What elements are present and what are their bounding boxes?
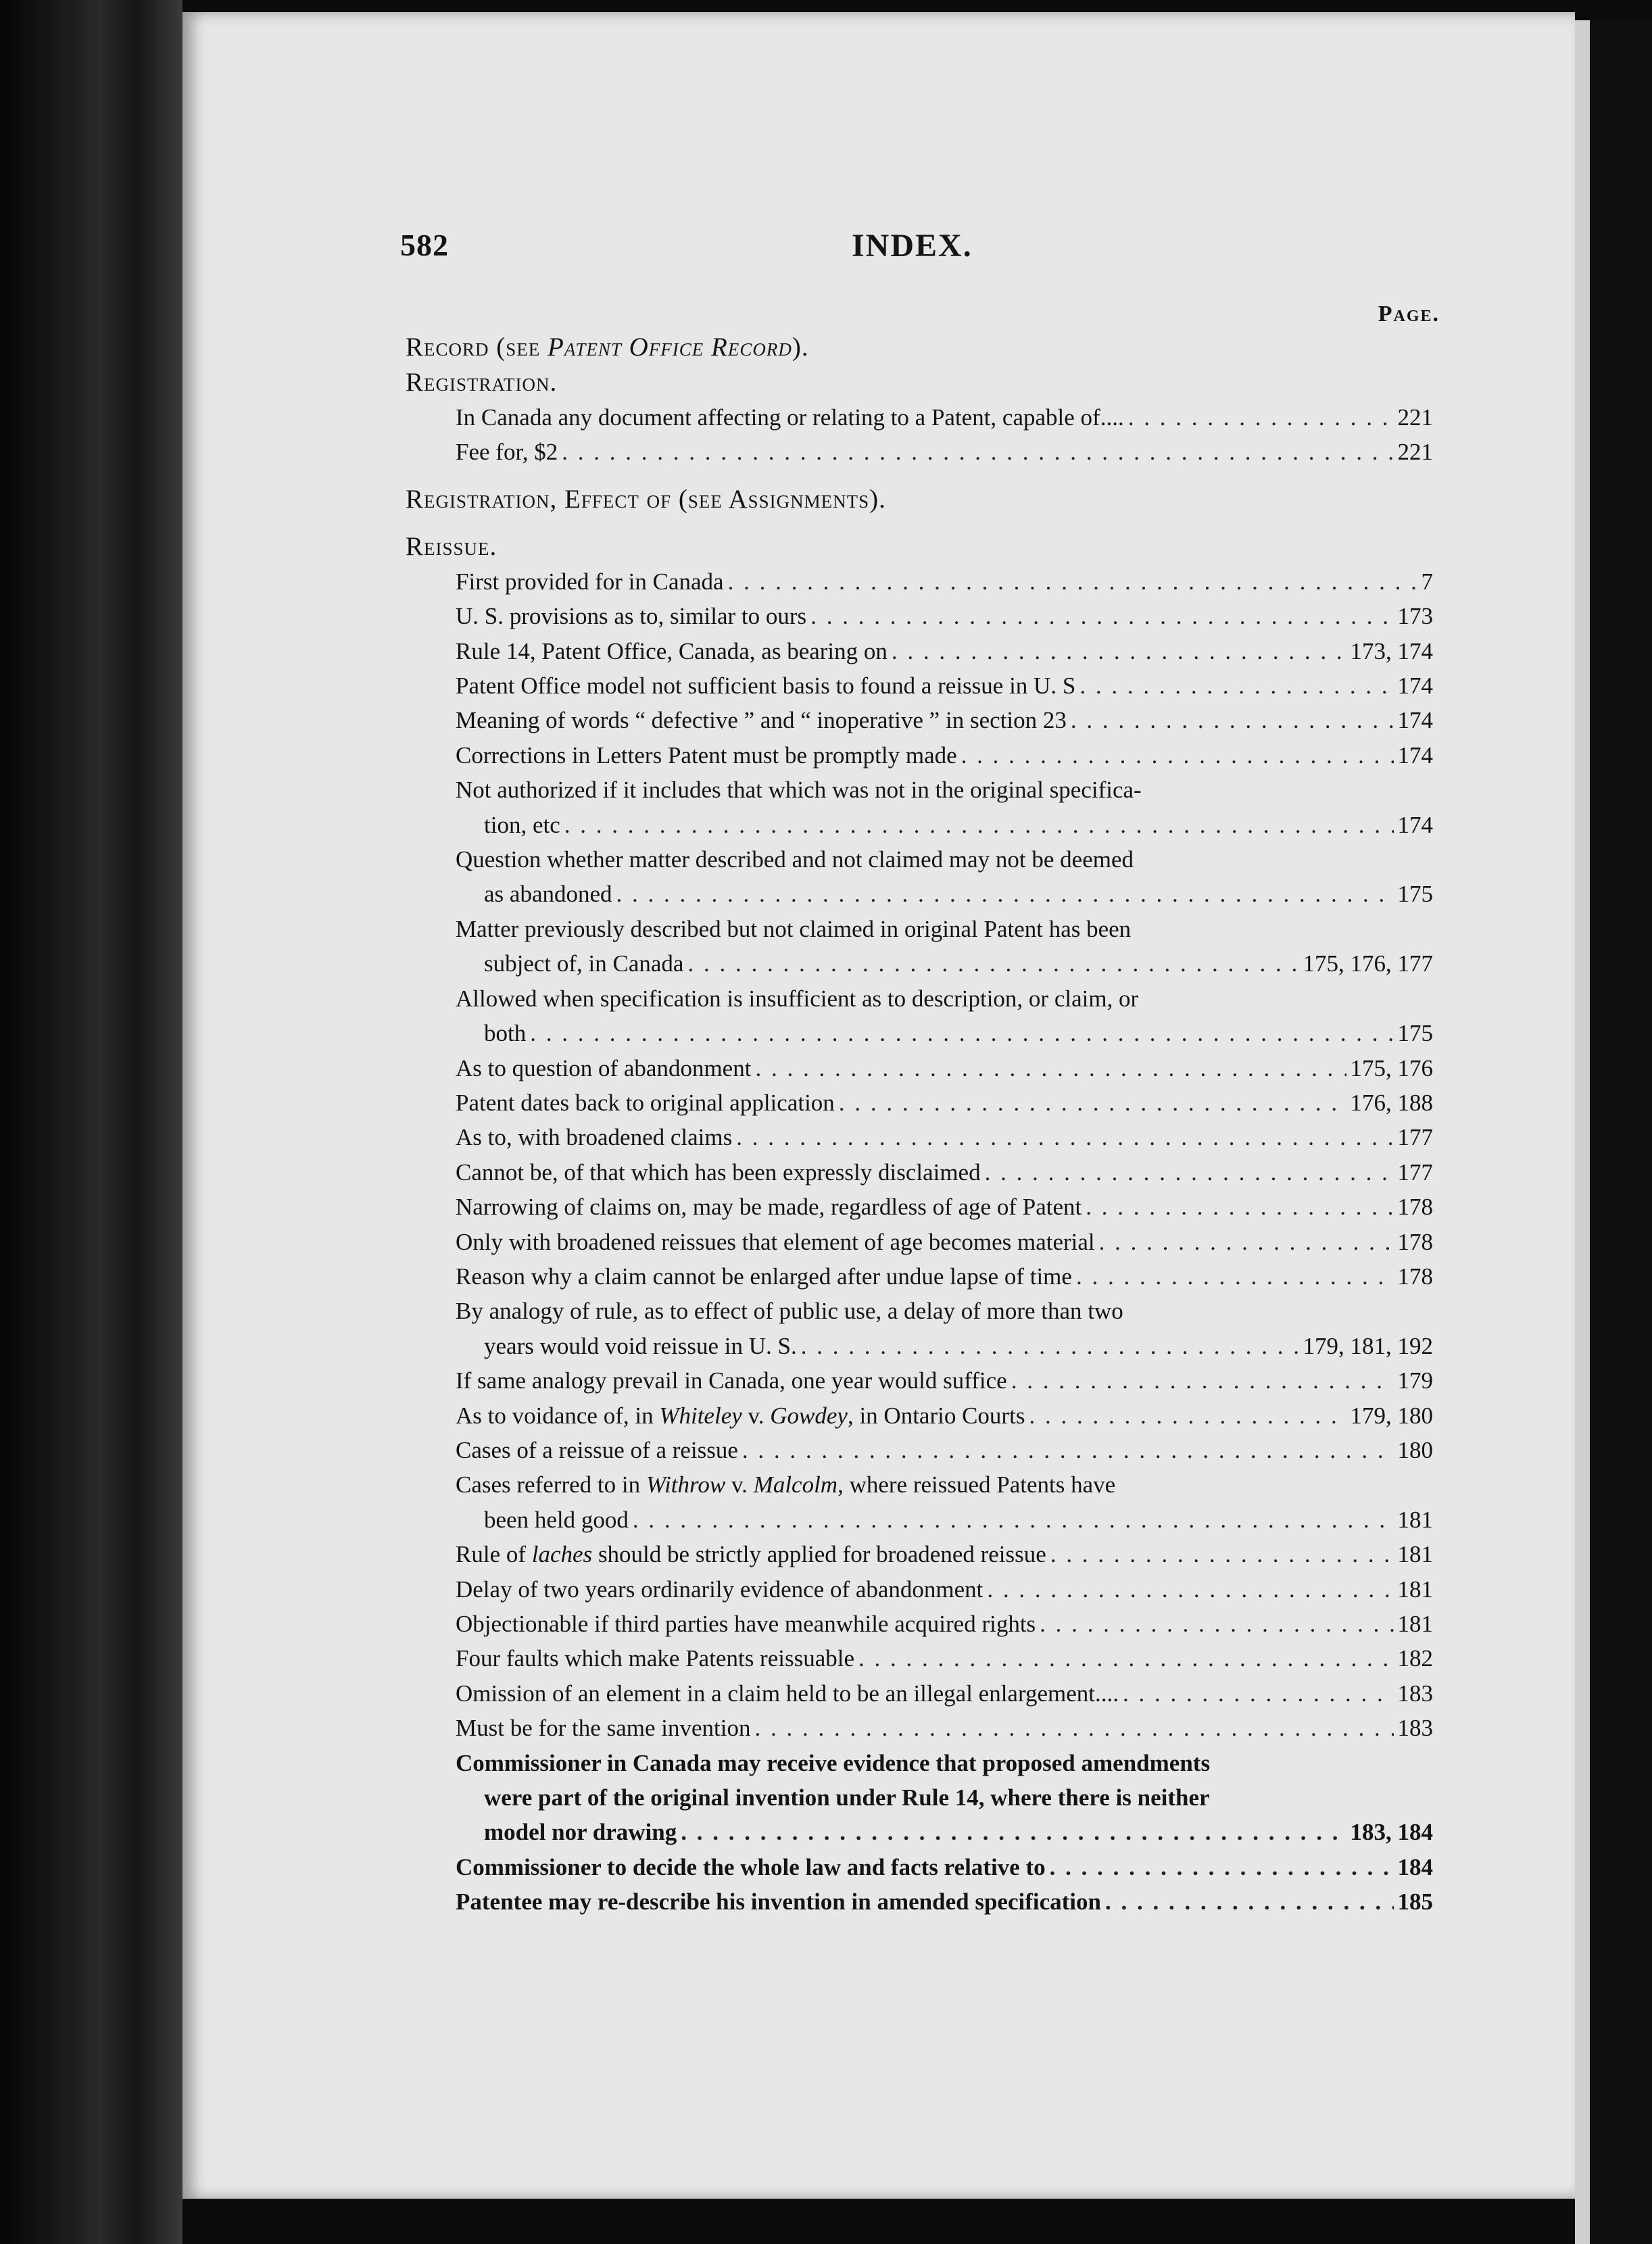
index-entry-line: Cases referred to in Withrow v. Malcolm, where reissued Patents have [456,1471,1116,1498]
index-entry: as abandoned . . . 175 [484,877,1433,911]
leader-dots [755,1051,1346,1086]
index-entry-line: Allowed when specification is insufficient as to description, or claim, or [456,985,1139,1012]
index-entry: First provided for in Canada . . . 7 [456,564,1433,599]
index-entry: Reason why a claim cannot be enlarged after undue lapse of time . . . 178 [456,1259,1433,1294]
index-entry: Cases of a reissue of a reissue . . . 180 [456,1433,1433,1467]
leader-dots [1105,1884,1394,1919]
index-entry: Cannot be, of that which has been expressly disclaimed . . . 177 [456,1155,1433,1190]
leader-dots [633,1503,1394,1537]
index-entry: Objectionable if third parties have meanwhile acquired rights . . . 181 [456,1607,1433,1641]
index-entry: Narrowing of claims on, may be made, regardless of age of Patent . . . 178 [456,1190,1433,1224]
heading-registration: Registration. [406,368,558,397]
leader-dots [1040,1607,1393,1641]
leader-dots [1128,400,1394,435]
leader-dots [1123,1676,1393,1711]
leader-dots [1099,1225,1394,1259]
index-entry: As to question of abandonment . . . 175, 176 [456,1051,1433,1086]
page-header [183,227,1575,274]
leader-dots [687,946,1298,981]
index-entry-line: Commissioner in Canada may receive evidence that proposed amendments [456,1749,1211,1776]
leader-dots [810,599,1393,633]
leader-dots [754,1711,1393,1745]
running-head: INDEX. [852,228,973,264]
index-entry: Corrections in Letters Patent must be promptly made . . . 174 [456,738,1433,773]
index-entry: If same analogy prevail in Canada, one year would suffice . . . 179 [456,1363,1433,1398]
leader-dots [1076,1259,1394,1294]
leader-dots [985,1155,1394,1190]
index-entry: U. S. provisions as to, similar to ours . . . 173 [456,599,1433,633]
index-entry: Omission of an element in a claim held to be an illegal enlargement.... . . . 183 [456,1676,1433,1711]
leader-dots [1071,703,1394,737]
index-entry: both . . . 175 [484,1016,1433,1050]
index-entry: Meaning of words “ defective ” and “ inoperative ” in section 23 . . . 174 [456,703,1433,737]
leader-dots [564,808,1394,842]
index-entry: Rule 14, Patent Office, Canada, as bearing on . . . 173, 174 [456,634,1433,668]
leader-dots [961,738,1394,773]
facing-page-sliver [1575,20,1590,2244]
index-entry: In Canada any document affecting or relating to a Patent, capable of.... . . . 221 [456,400,1433,435]
book-spine [0,0,183,2244]
index-body [406,330,1433,1920]
leader-dots [616,877,1394,911]
index-entry: As to voidance of, in Whiteley v. Gowdey, in Ontario Courts . . . 179, 180 [456,1398,1433,1433]
leader-dots [1011,1363,1394,1398]
index-entry-line: By analogy of rule, as to effect of public use, a delay of more than two [456,1298,1123,1325]
leader-dots [1050,1537,1394,1571]
heading-registration-effect: Registration, Effect of (see Assignments). [406,484,886,514]
facing-page-edge [1575,20,1652,2244]
index-entry: Four faults which make Patents reissuable . . . 182 [456,1641,1433,1676]
index-entry: Fee for, $2 . . . 221 [456,435,1433,469]
index-entry: model nor drawing . . . 183, 184 [484,1815,1433,1849]
leader-dots [858,1641,1393,1676]
index-entry: years would void reissue in U. S. . . . 179, 181, 192 [484,1329,1433,1363]
leader-dots [562,435,1393,469]
index-entry: Rule of laches should be strictly applied for broadened reissue . . . 181 [456,1537,1433,1571]
index-entry-line: Matter previously described but not claimed in original Patent has been [456,915,1132,942]
index-entry: Patent dates back to original application . . . 176, 188 [456,1086,1433,1120]
index-entry: Commissioner to decide the whole law and facts relative to . . . 184 [456,1850,1433,1884]
index-entry-line: were part of the original invention under Rule 14, where there is neither [484,1784,1210,1811]
leader-dots [987,1572,1393,1607]
book-page [183,12,1575,2199]
leader-dots [839,1086,1346,1120]
index-entry: Only with broadened reissues that element of age becomes material . . . 178 [456,1225,1433,1259]
index-entry: subject of, in Canada . . . 175, 176, 177 [484,946,1433,981]
leader-dots [736,1120,1393,1154]
index-entry: Must be for the same invention . . . 183 [456,1711,1433,1745]
leader-dots [681,1815,1346,1849]
leader-dots [530,1016,1393,1050]
leader-dots [801,1329,1299,1363]
heading-reissue: Reissue. [406,531,497,561]
index-entry: been held good . . . 181 [484,1503,1433,1537]
index-entry: Patentee may re-describe his invention in amended specification . . . 185 [456,1884,1433,1919]
leader-dots [1029,1398,1346,1433]
index-entry: Delay of two years ordinarily evidence of abandonment . . . 181 [456,1572,1433,1607]
leader-dots [1079,668,1393,703]
leader-dots [742,1433,1394,1467]
leader-dots [1050,1850,1394,1884]
heading-record: Record (see Patent Office Record). [406,333,809,362]
index-entry: As to, with broadened claims . . . 177 [456,1120,1433,1154]
index-entry-line: Not authorized if it includes that which was not in the original specifica- [456,777,1142,804]
index-entry: Patent Office model not sufficient basis to found a reissue in U. S . . . 174 [456,668,1433,703]
page-column-label: Page. [1378,301,1440,326]
leader-dots [728,564,1417,599]
page-number: 582 [400,228,449,262]
index-entry: tion, etc . . . 174 [484,808,1433,842]
leader-dots [892,634,1346,668]
leader-dots [1086,1190,1393,1224]
index-entry-line: Question whether matter described and not claimed may not be deemed [456,846,1134,873]
